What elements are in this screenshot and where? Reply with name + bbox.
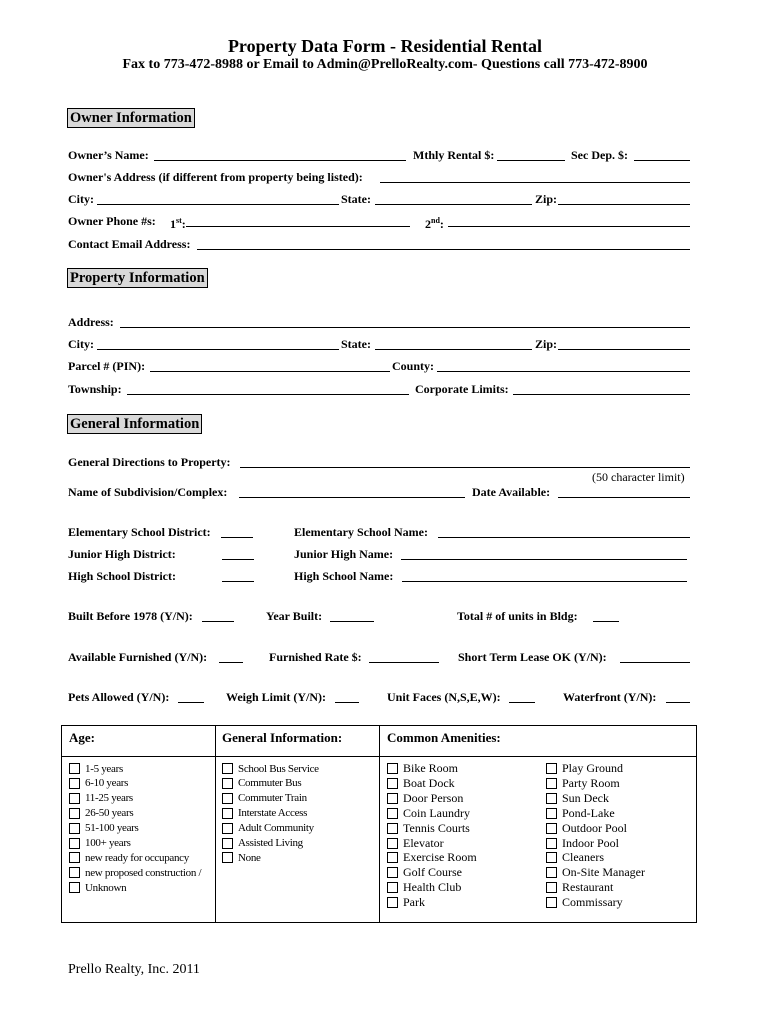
checkbox[interactable] (69, 778, 80, 789)
checkbox-item[interactable] (387, 821, 470, 836)
checkbox-item[interactable] (69, 791, 133, 806)
checkbox[interactable] (69, 838, 80, 849)
checkbox-item[interactable] (222, 821, 314, 836)
property-zip-field[interactable] (558, 349, 690, 350)
checkbox[interactable] (387, 763, 398, 774)
checkbox-item[interactable] (69, 821, 139, 836)
property-section-title: Property Information (67, 268, 208, 288)
checkbox-item[interactable] (546, 880, 613, 895)
checkbox-item[interactable] (222, 850, 261, 865)
avail-furnished-label: Available Furnished (Y/N): (68, 650, 208, 664)
checkbox[interactable] (387, 838, 398, 849)
checkbox-label: Sun Deck (562, 790, 609, 805)
checkbox[interactable] (387, 882, 398, 893)
checkbox[interactable] (387, 867, 398, 878)
elem-district-label: Elementary School District: (68, 525, 211, 539)
checkbox[interactable] (222, 778, 233, 789)
property-zip-label: Zip: (535, 337, 558, 351)
hs-district-label: High School District: (68, 569, 176, 583)
checkbox-label: School Bus Service (238, 762, 319, 775)
corporate-limits-field[interactable] (513, 394, 690, 395)
checkbox-item[interactable] (546, 850, 604, 865)
avail-furnished-field[interactable] (219, 662, 243, 663)
checkbox[interactable] (222, 763, 233, 774)
owner-city-field[interactable] (97, 204, 339, 205)
property-city-field[interactable] (97, 349, 339, 350)
checkbox-label: Restaurant (562, 880, 614, 895)
pets-label: Pets Allowed (Y/N): (68, 690, 170, 704)
property-state-field[interactable] (375, 349, 532, 350)
jr-name-field[interactable] (401, 559, 687, 560)
checkbox[interactable] (222, 823, 233, 834)
form-subtitle: Fax to 773-472-8988 or Email to Admin@PrelloRealty.com- Questions call 773-472-8900 (122, 57, 648, 72)
checkbox[interactable] (69, 852, 80, 863)
hs-name-field[interactable] (402, 581, 687, 582)
parcel-label: Parcel # (PIN): (68, 359, 146, 373)
checkbox[interactable] (69, 823, 80, 834)
sec-dep-label: Sec Dep. $: (571, 148, 628, 162)
checkbox[interactable] (69, 808, 80, 819)
age-header: Age: (69, 730, 95, 745)
checkbox[interactable] (546, 808, 557, 819)
owner-city-label: City: (68, 192, 94, 206)
county-label: County: (392, 359, 435, 373)
header-divider (62, 756, 696, 757)
contact-email-label: Contact Email Address: (68, 237, 191, 251)
checkbox[interactable] (69, 763, 80, 774)
checkbox-item[interactable] (546, 791, 609, 806)
checkbox-item[interactable] (69, 761, 123, 776)
built-before-field[interactable] (202, 621, 234, 622)
township-field[interactable] (127, 394, 409, 395)
checkbox[interactable] (546, 823, 557, 834)
pets-field[interactable] (178, 702, 204, 703)
checkbox-label: Cleaners (562, 850, 604, 865)
checkbox-label: Boat Dock (403, 775, 455, 790)
checkbox-label: Party Room (562, 775, 620, 790)
mthly-rental-label: Mthly Rental $: (413, 148, 495, 162)
built-before-label: Built Before 1978 (Y/N): (68, 609, 193, 623)
furnished-rate-label: Furnished Rate $: (269, 650, 362, 664)
checkbox-item[interactable] (69, 880, 126, 895)
checkbox-item[interactable] (69, 850, 189, 865)
checkbox-item[interactable] (69, 806, 133, 821)
checkbox-label: new proposed construction / (85, 866, 202, 879)
checkbox-label: Door Person (403, 790, 464, 805)
checkbox-item[interactable] (546, 821, 627, 836)
property-address-field[interactable] (120, 327, 690, 328)
checkbox-label: Indoor Pool (562, 835, 619, 850)
owner-phone-label: Owner Phone #s: (68, 214, 156, 228)
elem-name-field[interactable] (438, 537, 690, 538)
checkbox[interactable] (222, 808, 233, 819)
waterfront-field[interactable] (666, 702, 690, 703)
owner-zip-label: Zip: (535, 192, 558, 206)
mthly-rental-field[interactable] (497, 160, 565, 161)
checkbox-label: Interstate Access (238, 807, 308, 820)
checkbox-item[interactable] (387, 895, 425, 910)
checkbox-item[interactable] (546, 895, 623, 910)
checkbox-label: Health Club (403, 880, 462, 895)
waterfront-label: Waterfront (Y/N): (563, 690, 657, 704)
footer-text: Prello Realty, Inc. 2011 (68, 962, 200, 977)
checkbox-item[interactable] (69, 836, 131, 851)
checkbox[interactable] (546, 867, 557, 878)
checkbox-label: Golf Course (403, 865, 462, 880)
checkbox-item[interactable] (387, 880, 461, 895)
date-available-field[interactable] (558, 497, 690, 498)
hs-district-field[interactable] (222, 581, 254, 582)
checkbox-item[interactable] (222, 761, 319, 776)
checkbox-label: new ready for occupancy (85, 851, 189, 864)
owner-state-label: State: (341, 192, 371, 206)
checkbox[interactable] (222, 852, 233, 863)
checkbox[interactable] (546, 852, 557, 863)
checkbox-item[interactable] (387, 836, 444, 851)
weigh-limit-field[interactable] (335, 702, 359, 703)
checkbox-label: 100+ years (85, 837, 131, 849)
checkbox-item[interactable] (222, 836, 303, 851)
checkbox-label: 26-50 years (85, 807, 134, 820)
checkbox[interactable] (387, 778, 398, 789)
checkbox-label: Commuter Bus (238, 777, 302, 790)
checkbox-label: 6-10 years (85, 777, 129, 790)
subdivision-label: Name of Subdivision/Complex: (68, 485, 228, 499)
short-term-label: Short Term Lease OK (Y/N): (458, 650, 607, 664)
subdivision-field[interactable] (239, 497, 465, 498)
total-units-label: Total # of units in Bldg: (457, 609, 578, 623)
checkbox-item[interactable] (222, 776, 301, 791)
owner-state-field[interactable] (375, 204, 532, 205)
checkbox-item[interactable] (546, 865, 645, 880)
checkbox[interactable] (546, 778, 557, 789)
char-limit-note: (50 character limit) (592, 470, 685, 484)
parcel-field[interactable] (150, 371, 390, 372)
form-title: Property Data Form - Residential Rental (227, 36, 543, 56)
checkbox[interactable] (546, 897, 557, 908)
checkbox-label: 51-100 years (85, 822, 139, 835)
weigh-limit-label: Weigh Limit (Y/N): (226, 690, 326, 704)
checkbox-label: Commuter Train (238, 792, 307, 805)
checkbox[interactable] (69, 793, 80, 804)
unit-faces-field[interactable] (509, 702, 535, 703)
checkbox[interactable] (387, 852, 398, 863)
checkbox-label: Elevator (403, 835, 444, 850)
directions-label: General Directions to Property: (68, 455, 231, 469)
checkbox-label: Park (403, 895, 425, 910)
directions-field[interactable] (240, 467, 690, 468)
general-info-header: General Information: (222, 730, 343, 745)
corporate-limits-label: Corporate Limits: (415, 382, 509, 396)
date-available-label: Date Available: (472, 485, 551, 499)
checkbox-item[interactable] (546, 836, 619, 851)
checkbox-label: Exercise Room (403, 850, 477, 865)
jr-district-field[interactable] (222, 559, 254, 560)
jr-name-label: Junior High Name: (294, 547, 394, 561)
checkbox[interactable] (546, 882, 557, 893)
elem-district-field[interactable] (221, 537, 253, 538)
township-label: Township: (68, 382, 122, 396)
contact-email-field[interactable] (197, 249, 690, 250)
owners-name-field[interactable] (154, 160, 406, 161)
checkbox-label: Adult Community (238, 822, 314, 835)
owner-section-title: Owner Information (67, 108, 195, 128)
checkbox-label: Pond-Lake (562, 805, 615, 820)
sec-dep-field[interactable] (634, 160, 690, 161)
checkbox-item[interactable] (222, 791, 307, 806)
total-units-field[interactable] (593, 621, 619, 622)
hs-name-label: High School Name: (294, 569, 394, 583)
checkbox-item[interactable] (387, 806, 470, 821)
checkbox[interactable] (546, 838, 557, 849)
county-field[interactable] (437, 371, 690, 372)
property-state-label: State: (341, 337, 371, 351)
checkbox-item[interactable] (546, 761, 623, 776)
checkbox-item[interactable] (69, 776, 128, 791)
year-built-label: Year Built: (266, 609, 323, 623)
amenities-table (61, 725, 697, 923)
checkbox-item[interactable] (69, 865, 201, 880)
checkbox-label: Coin Laundry (403, 805, 470, 820)
checkbox[interactable] (387, 808, 398, 819)
checkbox[interactable] (387, 793, 398, 804)
furnished-rate-field[interactable] (369, 662, 439, 663)
checkbox[interactable] (387, 897, 398, 908)
checkbox[interactable] (222, 793, 233, 804)
checkbox-label: 11-25 years (85, 792, 133, 805)
property-city-label: City: (68, 337, 94, 351)
checkbox[interactable] (387, 823, 398, 834)
unit-faces-label: Unit Faces (N,S,E,W): (387, 690, 501, 704)
checkbox[interactable] (69, 882, 80, 893)
common-amenities-header: Common Amenities: (387, 730, 501, 745)
checkbox-item[interactable] (387, 776, 455, 791)
short-term-field[interactable] (620, 662, 690, 663)
checkbox-item[interactable] (546, 776, 620, 791)
checkbox-label: 1-5 years (85, 762, 123, 775)
year-built-field[interactable] (330, 621, 374, 622)
general-section-title: General Information (67, 414, 202, 434)
checkbox-item[interactable] (387, 850, 477, 865)
checkbox-label: On-Site Manager (562, 865, 645, 880)
phone-first-label: 1st: (170, 216, 186, 231)
jr-district-label: Junior High District: (68, 547, 176, 561)
owner-zip-field[interactable] (558, 204, 690, 205)
checkbox-label: Assisted Living (238, 837, 303, 849)
checkbox[interactable] (546, 793, 557, 804)
checkbox-item[interactable] (546, 806, 615, 821)
checkbox-label: Outdoor Pool (562, 820, 628, 835)
phone-second-field[interactable] (448, 226, 690, 227)
elem-name-label: Elementary School Name: (294, 525, 428, 539)
property-address-label: Address: (68, 315, 114, 329)
checkbox-item[interactable] (387, 791, 463, 806)
owners-name-label: Owner’s Name: (68, 148, 149, 162)
checkbox[interactable] (546, 763, 557, 774)
checkbox-item[interactable] (222, 806, 307, 821)
checkbox-label: Tennis Courts (403, 820, 470, 835)
phone-second-label: 2nd: (425, 216, 444, 231)
checkbox[interactable] (69, 867, 80, 878)
phone-first-field[interactable] (186, 226, 410, 227)
checkbox-item[interactable] (387, 865, 462, 880)
checkbox-label: Bike Room (403, 761, 459, 775)
owners-address-field[interactable] (380, 182, 690, 183)
checkbox-label: Commissary (562, 895, 623, 910)
checkbox[interactable] (222, 838, 233, 849)
checkbox-label: None (238, 851, 261, 864)
checkbox-label: Play Ground (562, 761, 623, 775)
owners-address-label: Owner's Address (if different from property being listed): (68, 170, 363, 184)
checkbox-label: Unknown (85, 881, 127, 894)
checkbox-item[interactable] (387, 761, 458, 776)
